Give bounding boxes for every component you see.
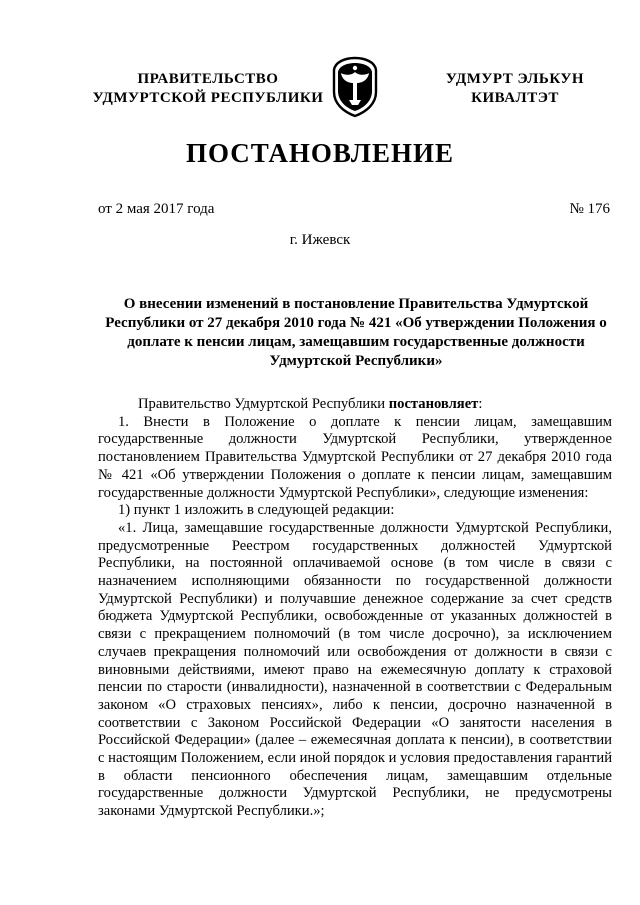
paragraph-3: «1. Лица, замещавшие государственные должности Удмуртской Республики, предусмотренные Реестром государственных должностей Удмуртской Республики, на постоянной оплачиваемой основе (в том числе в связи с назначением исполняющими обязанности по государственной должности Удмуртской Республики) и получавшие денежное содержание за счет средств бюджета Удмуртской Республики, освобожденные от указанных должностей в связи с прекращением полномочий (в том числе досрочно), за исключением случаев прекращения полномочий или освобождения от должности в связи с виновными действиями, имеют право на ежемесячную доплату к страховой пенсии по старости (инвалидности), назначенной в соответствии с Федеральным законом «О страховых пенсиях», либо к пенсии, досрочно назначенной в соответствии с Законом Российской Федерации «О занятости населения в Российской Федерации» (далее – ежемесячная доплата к пенсии), в соответствии с настоящим Положением, если иной порядок и условия предоставления гарантий в области пенсионного обеспечения лицам, замещавшим отдельные государственные должности Удмуртской Республики, не предусмотрены законами Удмуртской Республики.»; xyxy=(98,519,612,820)
subject-line3: доплате к пенсии лицам, замещавшим государственные должности xyxy=(127,334,585,350)
intro-prefix: Правительство Удмуртской Республики xyxy=(138,396,389,412)
document-body xyxy=(98,396,612,821)
document-city: г. Ижевск xyxy=(289,232,351,248)
issuer-udmurt-line1: УДМУРТ ЭЛЬКУН xyxy=(445,71,585,87)
subject-line2: Республики от 27 декабря 2010 года № 421 «Об утверждении Положения о xyxy=(105,315,607,331)
issuer-russian-line2: УДМУРТСКОЙ РЕСПУБЛИКИ xyxy=(92,90,324,106)
issuer-udmurt xyxy=(420,70,610,108)
intro-paragraph xyxy=(98,396,612,414)
issuer-russian-line1: ПРАВИТЕЛЬСТВО xyxy=(137,71,279,87)
intro-suffix: : xyxy=(478,396,483,412)
subject-line4: Удмуртской Республики» xyxy=(269,353,443,369)
issuer-russian xyxy=(88,70,328,108)
document-number: № 176 xyxy=(569,201,610,217)
paragraph-2: 1) пункт 1 изложить в следующей редакции: xyxy=(118,502,395,519)
document-type-title: ПОСТАНОВЛЕНИЕ xyxy=(185,138,455,168)
document-date: от 2 мая 2017 года xyxy=(98,201,215,217)
udmurt-coat-of-arms-icon xyxy=(332,56,378,118)
intro-verb: постановляет xyxy=(388,396,479,412)
paragraph-1: 1. Внести в Положение о доплате к пенсии лицам, замещавшим государственные должности Удмуртской Республики, утвержденное постановлением Правительства Удмуртской Республики от 27 декабря 2010 года № 421 «Об утверждении Положения о доплате к пенсии лицам, замещавшим государственные должности Удмуртской Республики», следующие изменения: xyxy=(98,413,612,501)
issuer-udmurt-line2: КИВАЛТЭТ xyxy=(471,90,559,106)
subject-line1: О внесении изменений в постановление Правительства Удмуртской xyxy=(123,296,589,312)
document-subject xyxy=(100,295,612,371)
